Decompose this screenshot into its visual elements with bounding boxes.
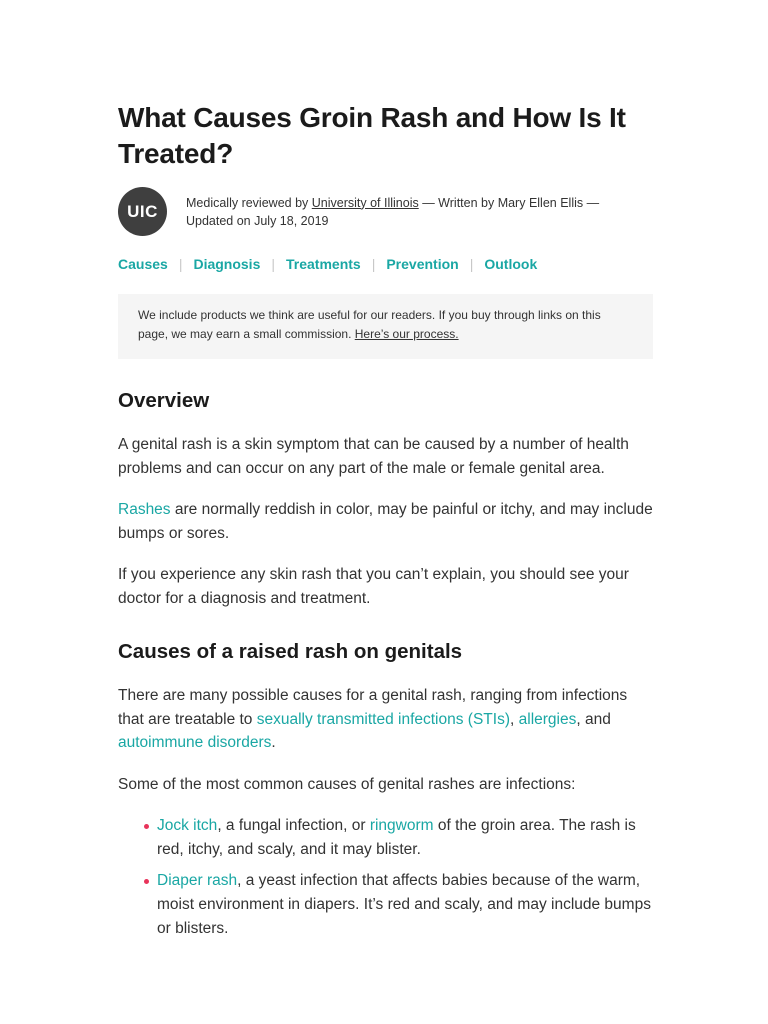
ringworm-link[interactable]: ringworm	[369, 816, 434, 834]
overview-heading: Overview	[118, 389, 210, 412]
list-item-jock-itch	[157, 814, 653, 862]
paragraph-text: , and	[576, 710, 611, 728]
our-process-link[interactable]: Here’s our process.	[354, 327, 459, 341]
reviewer-link[interactable]: University of Illinois	[311, 195, 419, 210]
paragraph-text: There are many possible causes for a genital rash, ranging from infections that are treatable to	[118, 687, 628, 728]
causes-paragraph-1	[118, 684, 653, 755]
written-by-text: — Written by Mary Ellen Ellis —	[418, 195, 600, 210]
overview-paragraph-2	[118, 498, 653, 546]
paragraph-text: .	[271, 734, 276, 751]
overview-paragraph-3: If you experience any skin rash that you can’t explain, you should see your doctor for a diagnosis and treatment.	[118, 566, 629, 607]
rashes-link[interactable]: Rashes	[118, 501, 171, 518]
list-item-text: of the groin area. The rash is red, itchy, and scaly, and it may blister.	[157, 816, 636, 858]
list-item-text: , a yeast infection that affects babies because of the warm, moist environment in diapers. It’s red and scaly, and may include bumps or blisters.	[157, 871, 651, 937]
toc-separator: |	[271, 256, 275, 272]
toc-separator: |	[371, 256, 376, 272]
toc-separator: |	[469, 256, 474, 272]
table-of-contents	[118, 256, 653, 272]
paragraph-text: are normally reddish in color, may be painful or itchy, and may include bumps or sores.	[118, 501, 653, 542]
bullet-icon	[144, 824, 149, 829]
jock-itch-link[interactable]: Jock itch	[157, 816, 218, 834]
autoimmune-disorders-link[interactable]: autoimmune disorders	[118, 734, 272, 751]
toc-link-outlook[interactable]: Outlook	[484, 256, 538, 272]
byline	[118, 187, 653, 236]
stis-link[interactable]: sexually transmitted infections (STIs)	[256, 710, 510, 728]
infection-causes-list	[118, 814, 653, 941]
toc-link-causes[interactable]: Causes	[118, 256, 168, 272]
paragraph-text: ,	[510, 710, 519, 728]
reviewed-by-label: Medically reviewed by	[186, 195, 312, 210]
diaper-rash-link[interactable]: Diaper rash	[157, 871, 238, 889]
affiliate-disclaimer	[118, 294, 653, 359]
toc-separator: |	[178, 256, 183, 272]
toc-link-diagnosis[interactable]: Diagnosis	[193, 256, 261, 272]
allergies-link[interactable]: allergies	[518, 710, 577, 728]
reviewer-avatar[interactable]: UIC	[118, 187, 167, 236]
updated-date: Updated on July 18, 2019	[186, 213, 329, 228]
list-item-diaper-rash	[157, 869, 653, 941]
toc-link-prevention[interactable]: Prevention	[386, 256, 459, 272]
disclaimer-text: We include products we think are useful for our readers. If you buy through links on this page, we may earn a small commission.	[138, 308, 601, 341]
bullet-icon	[144, 879, 149, 884]
overview-paragraph-1: A genital rash is a skin symptom that can be caused by a number of health problems and can occur on any part of the male or female genital area.	[118, 436, 629, 477]
causes-heading: Causes of a raised rash on genitals	[118, 640, 463, 663]
causes-paragraph-2: Some of the most common causes of genital rashes are infections:	[118, 775, 576, 793]
list-item-text: , a fungal infection, or	[217, 816, 370, 834]
byline-text	[186, 194, 599, 230]
article-title: What Causes Groin Rash and How Is It Treated?	[118, 102, 626, 169]
article-content	[118, 100, 653, 941]
toc-link-treatments[interactable]: Treatments	[286, 256, 361, 272]
